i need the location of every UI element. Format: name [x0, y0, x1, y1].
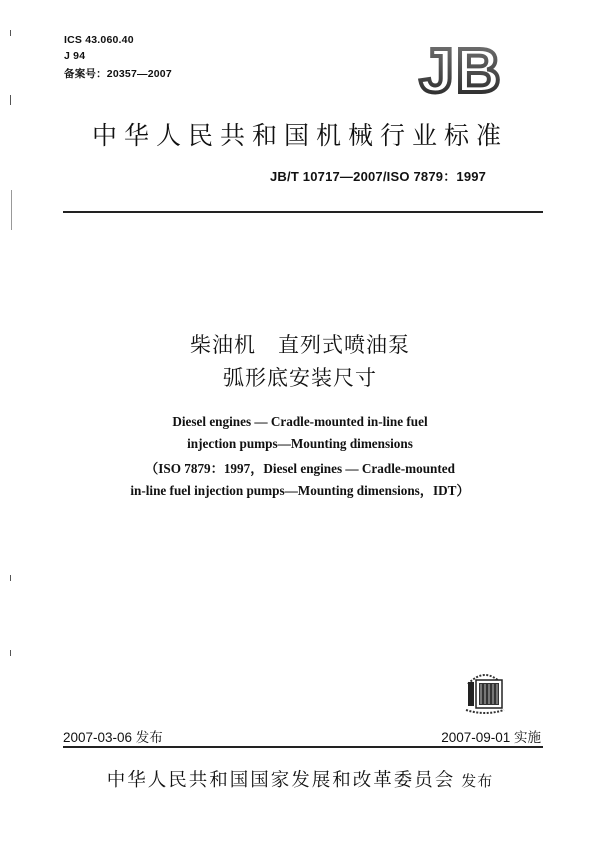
english-title-line-1: Diesel engines — Cradle-mounted in-line fuel	[172, 414, 428, 429]
scan-mark	[10, 95, 11, 105]
issuing-authority	[0, 766, 600, 792]
publisher-emblem	[460, 664, 510, 716]
publish-date: 2007-03-06 发布	[63, 730, 163, 745]
scan-mark	[10, 650, 11, 656]
chinese-title-line-2: 弧形底安装尺寸	[223, 366, 377, 390]
ics-code: ICS 43.060.40	[64, 34, 134, 46]
organization-title: 中华人民共和国机械行业标准	[91, 121, 508, 150]
logo-text: JB	[419, 40, 503, 98]
footer-divider	[63, 746, 543, 748]
english-title-line-2: injection pumps—Mounting dimensions	[187, 436, 413, 451]
issuer-suffix: 发布	[461, 772, 494, 790]
standard-number: JB/T 10717—2007/ISO 7879：1997	[270, 169, 487, 184]
implementation-date: 2007-09-01 实施	[441, 730, 541, 745]
english-title-line-4: in-line fuel injection pumps—Mounting dimensions，IDT）	[130, 483, 470, 498]
scan-mark	[11, 190, 12, 230]
header-divider	[63, 211, 543, 213]
classification-code: J 94	[64, 50, 86, 62]
scan-mark	[10, 30, 11, 36]
scan-mark	[10, 575, 11, 581]
chinese-title-line-1: 柴油机 直列式喷油泵	[190, 333, 410, 357]
record-number: 备案号：20357—2007	[64, 68, 172, 80]
issuer-name: 中华人民共和国国家发展和改革委员会	[106, 770, 456, 791]
jb-logo	[405, 40, 515, 98]
english-title-line-3: （ISO 7879：1997，Diesel engines — Cradle-mounted	[145, 461, 455, 476]
